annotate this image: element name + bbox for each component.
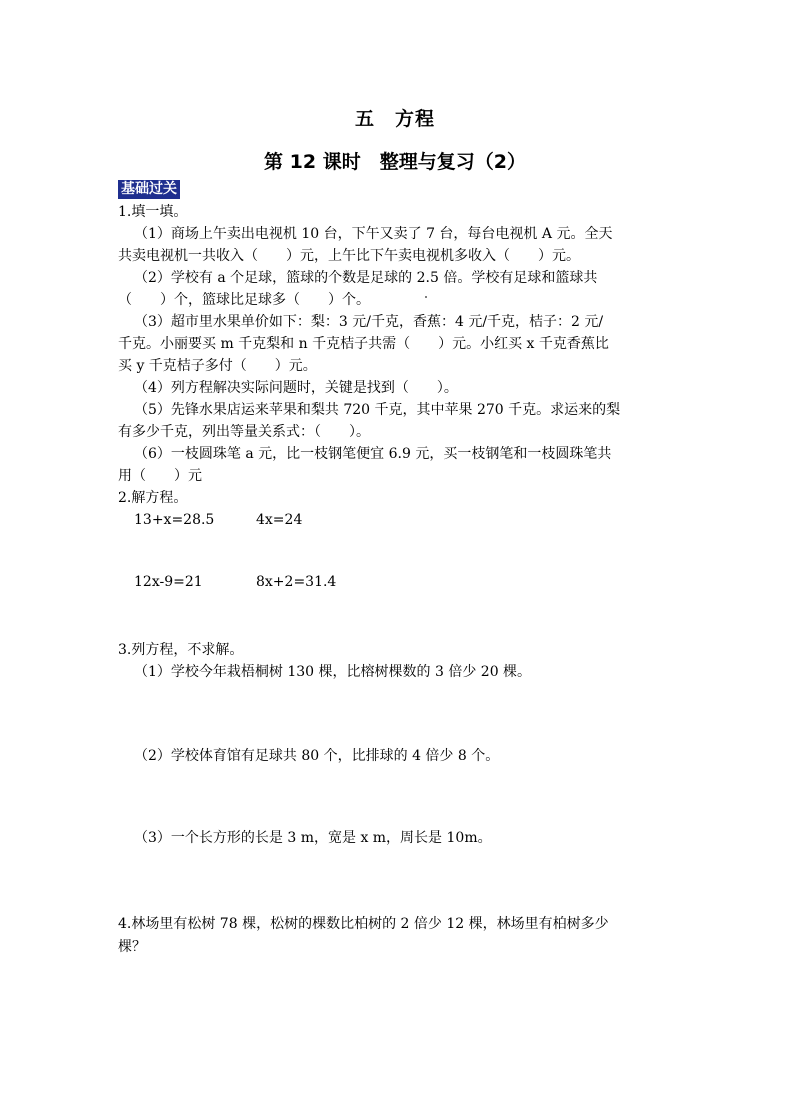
q1-line: （6）一枝圆珠笔 a 元，比一枝钢笔便宜 6.9 元，买一枝钢笔和一枝圆珠笔共 bbox=[134, 446, 612, 462]
equation: 4x=24 bbox=[256, 512, 303, 528]
section-badge: 基础过关 bbox=[118, 180, 180, 199]
lesson-title: 第 12 课时 整理与复习（2） bbox=[264, 151, 526, 173]
q3-item: （3）一个长方形的长是 3 m，宽是 x m，周长是 10m。 bbox=[134, 830, 492, 846]
q1-line: 共卖电视机一共收入（ ）元，上午比下午卖电视机多收入（ ）元。 bbox=[118, 248, 580, 264]
q1-line: （3）超市里水果单价如下：梨：3 元/千克，香蕉：4 元/千克，桔子：2 元/ bbox=[134, 314, 604, 330]
equation: 12x-9=21 bbox=[134, 574, 203, 590]
q1-line: （2）学校有 a 个足球，篮球的个数是足球的 2.5 倍。学校有足球和篮球共 bbox=[134, 270, 598, 286]
q3-item: （2）学校体育馆有足球共 80 个，比排球的 4 倍少 8 个。 bbox=[134, 748, 500, 764]
q1-heading: 1.填一填。 bbox=[118, 204, 188, 220]
q4-line: 4.林场里有松树 78 棵，松树的棵数比柏树的 2 倍少 12 棵，林场里有柏树多少 bbox=[118, 916, 609, 932]
q1-line: （1）商场上午卖出电视机 10 台，下午又卖了 7 台，每台电视机 A 元。全天 bbox=[134, 226, 613, 242]
q2-heading: 2.解方程。 bbox=[118, 490, 188, 506]
q1-line: 千克。小丽要买 m 千克梨和 n 千克桔子共需（ ）元。小红买 x 千克香蕉比 bbox=[118, 336, 609, 352]
q1-line: （5）先锋水果店运来苹果和梨共 720 千克，其中苹果 270 千克。求运来的梨 bbox=[134, 402, 621, 418]
q1-line: （ ）个，篮球比足球多（ ）个。 bbox=[118, 292, 370, 308]
q4-line: 棵？ bbox=[118, 939, 146, 955]
q1-line: 有多少千克，列出等量关系式：（ ）。 bbox=[118, 424, 370, 440]
q1-line: 用（ ）元 bbox=[118, 468, 202, 484]
equation: 8x+2=31.4 bbox=[256, 574, 337, 590]
stray-dot bbox=[425, 296, 427, 298]
q3-heading: 3.列方程，不求解。 bbox=[118, 642, 244, 658]
q1-line: 买 y 千克桔子多付（ ）元。 bbox=[118, 358, 317, 374]
q1-line: （4）列方程解决实际问题时，关键是找到（ ）。 bbox=[134, 380, 458, 396]
unit-title: 五 方程 bbox=[354, 108, 435, 130]
q3-item: （1）学校今年栽梧桐树 130 棵，比榕树棵数的 3 倍少 20 棵。 bbox=[134, 664, 532, 680]
equation: 13+x=28.5 bbox=[134, 512, 215, 528]
